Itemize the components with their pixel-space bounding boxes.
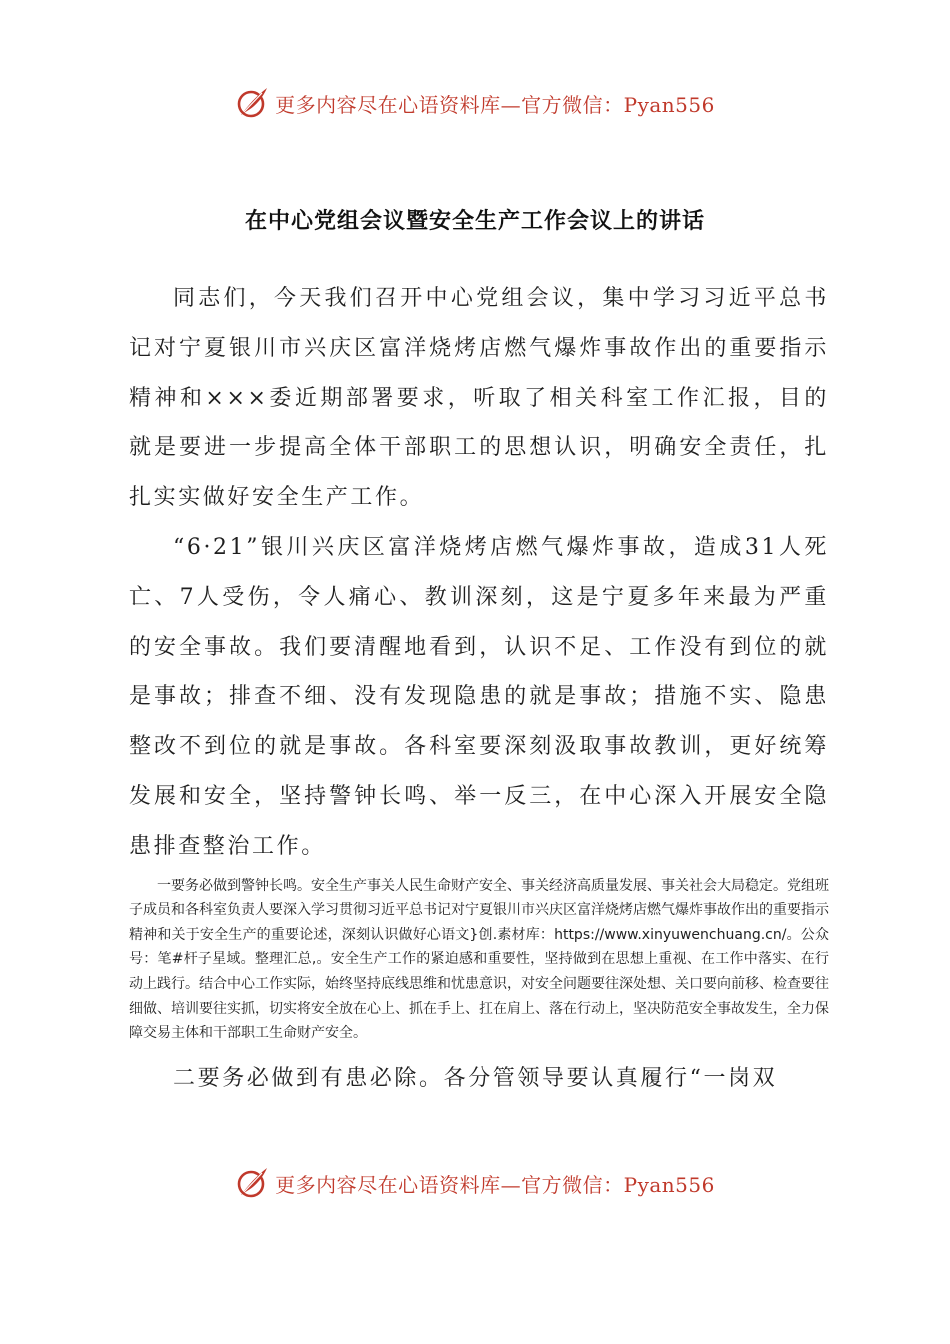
document-body [129, 274, 829, 1104]
paragraph-accident: “6·21”银川兴庆区富洋烧烤店燃气爆炸事故，造成31人死亡、7人受伤，令人痛心、教训深刻，这是宁夏多年来最为严重的安全事故。我们要清醒地看到，认识不足、工作没有到位的就是事故；排查不细、没有发现隐患的就是事故；措施不实、隐患整改不到位的就是事故。各科室要深刻汲取事故教训，更好统筹发展和安全，坚持警钟长鸣、举一反三，在中心深入开展安全隐患排查整治工作。 [129, 534, 829, 859]
quill-logo-icon [235, 85, 271, 121]
header-watermark-banner [0, 83, 950, 123]
paragraph-intro: 同志们，今天我们召开中心党组会议，集中学习习近平总书记对宁夏银川市兴庆区富洋烧烤店燃气爆炸事故作出的重要指示精神和×××委近期部署要求，听取了相关科室工作汇报，目的就是要进一步提高全体干部职工的思想认识，明确安全责任，扎扎实实做好安全生产工作。 [129, 286, 829, 511]
header-banner-text: 更多内容尽在心语资料库—官方微信：Pyan556 [275, 92, 715, 117]
quill-logo-icon [235, 1165, 271, 1201]
footer-watermark-banner [0, 1163, 950, 1203]
footer-banner-text: 更多内容尽在心语资料库—官方微信：Pyan556 [275, 1172, 715, 1197]
paragraph-point-one: 一要务必做到警钟长鸣。安全生产事关人民生命财产安全、事关经济高质量发展、事关社会大局稳定。党组班子成员和各科室负责人要深入学习贯彻习近平总书记对宁夏银川市兴庆区富洋烧烤店燃气爆炸事故作出的重要指示精神和关于安全生产的重要论述，深刻认识做好心语文}创.素材库：https://www.xinyuwenchuang.cn/。公众号：笔#杆子星域。整理汇总,。安全生产工作的紧迫感和重要性，坚持做到在思想上重视、在工作中落实、在行动上践行。结合中心工作实际，始终坚持底线思维和忧患意识，对安全问题要往深处想、关口要向前移、检查要往细做、培训要往实抓，切实将安全放在心上、抓在手上、扛在肩上、落在行动上，坚决防范安全事故发生，全力保障交易主体和干部职工生命财产安全。 [129, 877, 829, 1042]
paragraph-point-two: 二要务必做到有患必除。各分管领导要认真履行“一岗双 [173, 1065, 778, 1091]
document-title: 在中心党组会议暨安全生产工作会议上的讲话 [244, 209, 705, 234]
